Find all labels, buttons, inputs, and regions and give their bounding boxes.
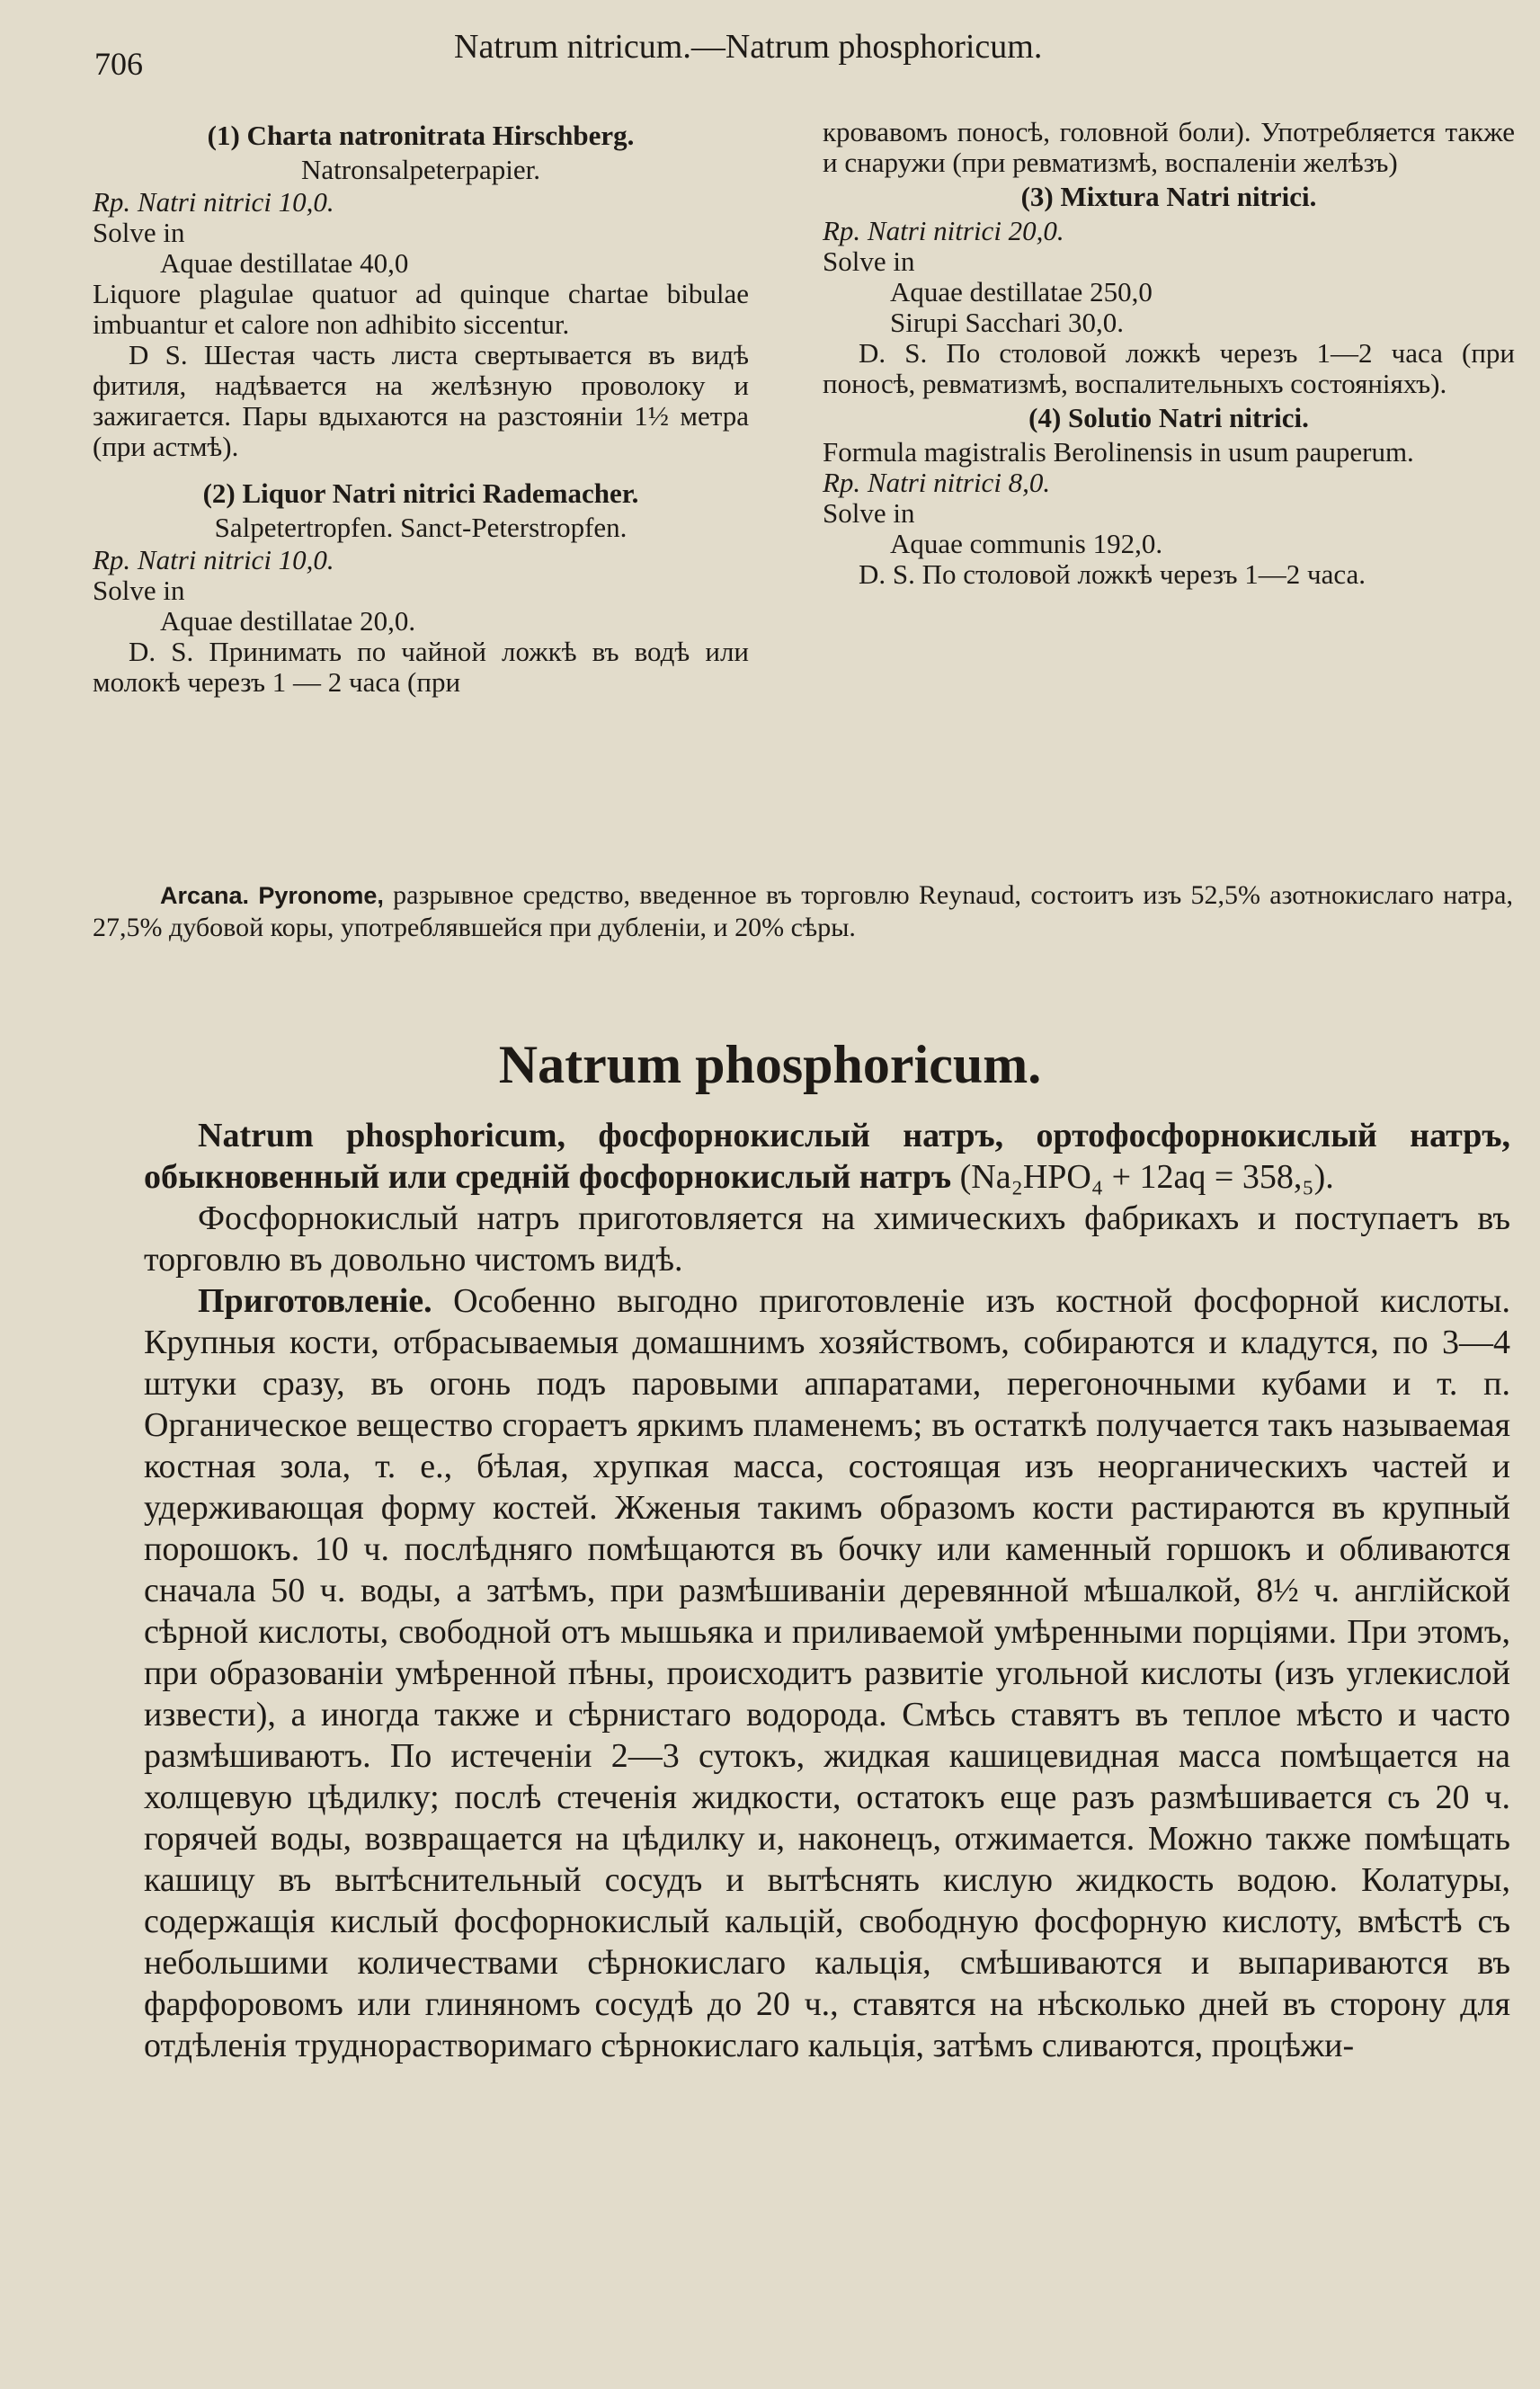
intro-bold: Natrum phosphoricum, фосфорнокислый натръ, ортофосфорнокислый натръ, обыкновенный или средній фосфорнокислый натръ — [144, 1117, 1510, 1196]
recipe-1-subtitle: Natronsalpeterpapier. — [301, 154, 540, 185]
recipe-2-aqua: Aquae destillatae 20,0. — [160, 605, 416, 637]
right-column — [823, 117, 1515, 590]
recipe-1-rp: Rp. Natri nitrici 10,0. — [93, 186, 334, 218]
recipe-4-solve: Solve in — [823, 497, 915, 529]
arcana-label: Arcana. Pyronome, — [160, 882, 384, 909]
section-title: Natrum phosphoricum. — [498, 1035, 1042, 1094]
recipe-1-title: (1) Charta natronitrata Hirschberg. — [207, 120, 635, 151]
recipe-2-continuation: кровавомъ поносѣ, головной боли). Употребляется также и снаружи (при ревматизмѣ, воспаленіи желѣзъ) — [823, 116, 1515, 178]
recipe-2-rp: Rp. Natri nitrici 10,0. — [93, 544, 334, 575]
arcana-text: разрывное средство, введенное въ торговлю Reynaud, состоитъ изъ 52,5% азотнокислаго натра, 27,5% дубовой коры, употреблявшейся при дубленіи, и 20% сѣры. — [93, 880, 1513, 942]
page-number: 706 — [94, 46, 143, 82]
intro-formula: (Na₂HPO₄ + 12aq = 358,₅). — [959, 1158, 1334, 1196]
arcana-paragraph — [93, 879, 1513, 944]
recipe-2-subtitle: Salpetertropfen. Sanct-Peterstropfen. — [214, 512, 628, 543]
running-title: Natrum nitricum.—Natrum phosphoricum. — [454, 28, 1043, 66]
left-column — [93, 117, 749, 698]
recipe-4-ds: D. S. По столовой ложкѣ черезъ 1—2 часа. — [859, 558, 1366, 590]
recipe-1-solve: Solve in — [93, 217, 185, 248]
recipe-3-rp: Rp. Natri nitrici 20,0. — [823, 215, 1064, 246]
recipe-1-aqua: Aquae destillatae 40,0 — [160, 247, 409, 279]
main-text — [144, 1115, 1510, 2066]
intro-paragraph — [144, 1115, 1510, 1198]
recipe-3-aqua: Aquae destillatae 250,0 — [890, 276, 1153, 308]
recipe-4-aqua: Aquae communis 192,0. — [890, 528, 1163, 559]
recipe-3-sirup: Sirupi Sacchari 30,0. — [890, 307, 1125, 338]
recipe-1-ds: D S. Шестая часть листа свертывается въ видѣ фитиля, надѣвается на желѣзную проволоку и зажигается. Пары вдыхаются на разстояніи 1½ метра (при астмѣ). — [93, 339, 749, 462]
recipe-2-ds: D. S. Принимать по чайной ложкѣ въ водѣ или молокѣ черезъ 1 — 2 часа (при — [93, 636, 749, 698]
recipe-3-solve: Solve in — [823, 245, 915, 277]
paragraph-3 — [144, 1280, 1510, 2066]
recipe-1-text: Liquore plagulae quatuor ad quinque chartae bibulae imbuantur et calore non adhibito siccentur. — [93, 278, 749, 340]
recipe-4-rp: Rp. Natri nitrici 8,0. — [823, 467, 1051, 498]
recipe-4-title: (4) Solutio Natri nitrici. — [1028, 402, 1309, 433]
preparation-label: Приготовленіе. — [198, 1282, 432, 1320]
recipe-2-solve: Solve in — [93, 575, 185, 606]
recipe-4-formula: Formula magistralis Berolinensis in usum pauperum. — [823, 436, 1414, 468]
paragraph-2: Фосфорнокислый натръ приготовляется на химическихъ фабрикахъ и поступаетъ въ торговлю въ довольно чистомъ видѣ. — [144, 1199, 1510, 1279]
recipe-3-ds: D. S. По столовой ложкѣ черезъ 1—2 часа (при поносѣ, ревматизмѣ, воспалительныхъ состояніяхъ). — [823, 337, 1515, 399]
page-header — [85, 20, 1488, 82]
recipe-3-title: (3) Mixtura Natri nitrici. — [1020, 181, 1317, 212]
preparation-text: Особенно выгодно приготовленіе изъ костной фосфорной кислоты. Крупныя кости, отбрасываемыя домашнимъ хозяйствомъ, собираются и кладутся, по 3—4 штуки сразу, въ огонь подъ паровыми аппаратами, перегоночными кубами и т. п. Органическое вещество сгораетъ яркимъ пламенемъ; въ остаткѣ получается такъ называемая костная зола, т. е., бѣлая, хрупкая масса, состоящая изъ неорганическихъ частей и удерживающая форму костей. Жженыя такимъ образомъ кости растираются въ крупный порошокъ. 10 ч. послѣдняго помѣщаются въ бочку или каменный горшокъ и обливаются сначала 50 ч. воды, а затѣмъ, при размѣшиваніи деревянной мѣшалкой, 8½ ч. англійской сѣрной кислоты, свободной отъ мышьяка и приливаемой умѣренными порціями. При этомъ, при образованіи умѣренной пѣны, происходитъ развитіе угольной кислоты (изъ углекислой извести), а иногда также и сѣрнистаго водорода. Смѣсь ставятъ въ теплое мѣсто и часто размѣшиваютъ. По истеченіи 2—3 сутокъ, жидкая кашицевидная масса помѣщается на холщевую цѣдилку; послѣ стеченія жидкости, остатокъ еще разъ размѣшивается съ 20 ч. горячей воды, возвращается на цѣдилку и, наконецъ, отжимается. Можно также помѣщать кашицу въ вытѣснительный сосудъ и вытѣснять кислую жидкость водою. Колатуры, содержащія кислый фосфорнокислый кальцій, свободную фосфорную кислоту, вмѣстѣ съ небольшими количествами сѣрнокислаго кальція, смѣшиваются и выпариваются въ фарфоровомъ или глиняномъ сосудѣ до 20 ч., ставятся на нѣсколько дней въ сторону для отдѣленія труднорастворимаго сѣрнокислаго кальція, затѣмъ сливаются, процѣжи- — [144, 1282, 1510, 2064]
recipe-2-title: (2) Liquor Natri nitrici Rademacher. — [202, 477, 639, 509]
